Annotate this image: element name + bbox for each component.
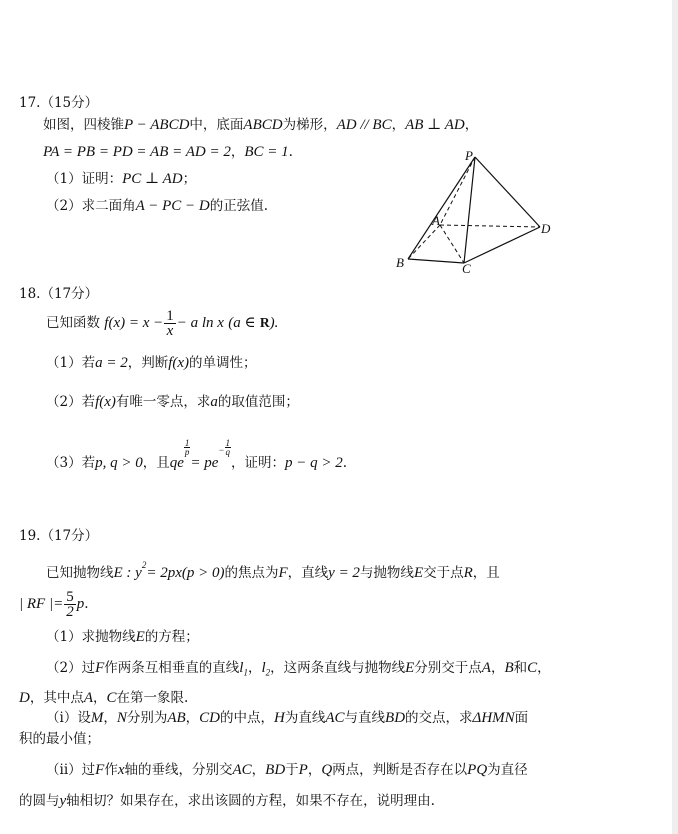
numerator: 1 (184, 438, 190, 448)
edge-PB (408, 157, 475, 259)
math: P − ABCD (124, 117, 190, 133)
math: y = 2 (328, 565, 360, 581)
math: P (298, 762, 308, 778)
math: C (106, 690, 117, 706)
q19-rf-condition (19, 588, 89, 620)
superscript: 2 (141, 560, 147, 570)
q19-part-i (46, 710, 528, 726)
text: （2）过 (46, 660, 96, 676)
q18-part1 (46, 355, 257, 371)
math: AC (325, 710, 345, 726)
real-set-R: R (259, 315, 270, 330)
q18-header: 18.（17分） (19, 286, 99, 302)
text: ， (537, 660, 551, 676)
math: C (527, 660, 538, 676)
q17-given-line2 (43, 144, 293, 160)
text: 的中点， (220, 710, 275, 726)
pyramid-figure (390, 145, 560, 275)
text: 两点，判断是否存在以 (332, 762, 468, 778)
text: 和 (513, 660, 528, 676)
text: ， (251, 762, 266, 778)
math: a (210, 394, 218, 410)
text: ； (182, 171, 197, 187)
denominator: q (225, 447, 230, 457)
q19-part-ii-cont (19, 793, 435, 809)
math: BC = 1 (244, 144, 289, 160)
numerator: 1 (225, 438, 230, 448)
math: qe (169, 455, 184, 471)
denominator: p (184, 447, 190, 457)
text: 的圆与 (19, 793, 60, 809)
edge-BC (408, 259, 464, 263)
text: （2）求二面角 (46, 198, 136, 214)
math: l (239, 660, 244, 676)
q19-given (46, 557, 500, 581)
text: 作两条互相垂直的直线 (104, 660, 240, 676)
math: BD (265, 762, 286, 778)
text: （1）若 (46, 355, 96, 371)
math: = pe (190, 455, 219, 471)
label-P: P (465, 148, 473, 163)
text: ， (490, 660, 505, 676)
math: p (76, 596, 85, 612)
text: . (288, 144, 293, 160)
q19-part2-cont (19, 690, 188, 706)
math: A (481, 660, 491, 676)
text: （3）若 (46, 455, 96, 471)
math: AC (232, 762, 252, 778)
edge-AB-hidden (408, 225, 440, 259)
text: ， (307, 762, 322, 778)
page-edge (672, 0, 678, 834)
text: 为梯形， (282, 117, 337, 133)
text: （i）设 (46, 710, 91, 726)
q17-part1 (46, 171, 196, 187)
numerator: 5 (66, 589, 74, 605)
text: 交于点 (423, 565, 464, 581)
text: 的取值范围； (217, 394, 299, 410)
text: 已知函数 (46, 315, 100, 331)
text: 的焦点为 (224, 565, 279, 581)
math: A − PC − D (135, 198, 210, 214)
math: F (278, 565, 288, 581)
math: H (274, 710, 285, 726)
label-B: B (396, 255, 404, 270)
text: （1）求抛物线 (46, 629, 136, 645)
text: 轴的垂线，分别交 (124, 762, 233, 778)
edge-PA-hidden (440, 157, 475, 225)
math: a = 2 (95, 355, 128, 371)
math: CD (199, 710, 221, 726)
math: E (135, 629, 145, 645)
text: 分别为 (126, 710, 168, 726)
q18-part2 (46, 394, 299, 410)
text: ， (391, 117, 406, 133)
text: ， (464, 117, 479, 133)
edge-AD-hidden (440, 225, 540, 227)
text: 的交点，求 (405, 710, 473, 726)
edge-PC (464, 157, 475, 263)
text: . (84, 596, 89, 612)
exponent-1-over-p (184, 439, 191, 456)
text: 轴相切？如果存在，求出该圆的方程，如果不存在，说明理由. (66, 793, 435, 809)
text: 已知抛物线 (46, 565, 114, 581)
text: 作 (104, 762, 118, 778)
math: E : y (113, 565, 142, 581)
math: R (463, 565, 473, 581)
math: F (95, 762, 105, 778)
exponent-1-over-q (225, 439, 232, 456)
math: Q (321, 762, 333, 778)
text: （1）证明： (46, 171, 123, 187)
math: ABCD (243, 117, 283, 133)
math: AB ⊥ AD (405, 117, 465, 133)
text: 有唯一零点，求 (115, 394, 211, 410)
math: p − q > 2 (285, 455, 343, 471)
math: PQ (467, 762, 488, 778)
text: 中，底面 (189, 117, 244, 133)
text: ，直线 (287, 565, 329, 581)
math: PC ⊥ AD (122, 171, 183, 187)
denominator: x (166, 323, 174, 339)
label-C: C (462, 261, 471, 275)
math: AB (167, 710, 186, 726)
text: ， (93, 690, 107, 706)
math: M (90, 710, 104, 726)
math: BD (385, 710, 406, 726)
fraction-5-over-2 (64, 590, 76, 619)
math: | RF |= (19, 596, 64, 612)
math: f(x) (95, 394, 116, 410)
text: ， (103, 710, 117, 726)
math: E (405, 660, 415, 676)
text: ， (230, 144, 245, 160)
q17-header: 17.（15分） (19, 95, 99, 111)
math: f(x) = x − (104, 315, 164, 331)
label-D: D (541, 221, 551, 236)
text: 的单调性； (189, 355, 257, 371)
text: 在第一象限. (116, 690, 189, 706)
text: 与直线 (344, 710, 386, 726)
q19-part-i-cont: 积的最小值； (19, 731, 100, 747)
q19-part1 (46, 629, 199, 645)
denominator: 2 (66, 604, 74, 620)
math: A (83, 690, 94, 706)
math: x (117, 762, 125, 778)
text: ， (247, 660, 262, 676)
label-A: A (432, 213, 440, 228)
q19-header: 19.（17分） (19, 528, 99, 544)
edge-PD (475, 157, 540, 227)
text: 如图，四棱锥 (43, 117, 124, 133)
math: N (116, 710, 127, 726)
text: 与抛物线 (359, 565, 414, 581)
math: B (504, 660, 514, 676)
edge-AC-hidden (440, 225, 464, 263)
math: l (261, 660, 266, 676)
numerator: 1 (166, 308, 174, 324)
q18-part3 (46, 436, 347, 477)
math: AD // BC (336, 117, 392, 133)
fraction-1-over-x (164, 309, 176, 338)
text: （2）若 (46, 394, 96, 410)
math: p, q > 0 (95, 455, 143, 471)
text: 的方程； (144, 629, 199, 645)
math: (a ∈ (228, 315, 256, 331)
math: E (413, 565, 424, 581)
text: 面 (514, 710, 529, 726)
q17-given-line1 (43, 117, 478, 133)
q19-part2 (46, 660, 551, 681)
math: F (95, 660, 105, 676)
math: = 2px(p > 0) (146, 565, 225, 581)
q18-given (46, 307, 278, 339)
text: 于 (285, 762, 299, 778)
math: y (59, 793, 67, 809)
text: 为直径 (487, 762, 528, 778)
text: ，判断 (127, 355, 169, 371)
math: ). (269, 315, 279, 331)
math: f(x) (168, 355, 190, 371)
text: 为直线 (284, 710, 326, 726)
math: PA = PB = PD = AB = AD = 2 (43, 144, 231, 160)
math: ΔHMN (472, 710, 515, 726)
text: ， (185, 710, 200, 726)
text: 的正弦值. (209, 198, 269, 214)
q17-part2 (46, 198, 268, 214)
text: ，其中点 (29, 690, 84, 706)
text: （ii）过 (46, 762, 96, 778)
math: − a ln x (176, 315, 224, 331)
q19-part-ii (46, 762, 528, 778)
text: ，这两条直线与抛物线 (270, 660, 406, 676)
math: D (19, 690, 30, 706)
text: ，证明： (231, 455, 285, 471)
text: ，且 (472, 565, 500, 581)
text: 分别交于点 (414, 660, 482, 676)
text: . (342, 455, 348, 471)
subscript: 2 (265, 667, 271, 678)
subscript: 1 (243, 667, 248, 678)
edge-CD (464, 227, 540, 263)
text: ，且 (142, 455, 170, 471)
exponent-sign: − (218, 445, 225, 455)
